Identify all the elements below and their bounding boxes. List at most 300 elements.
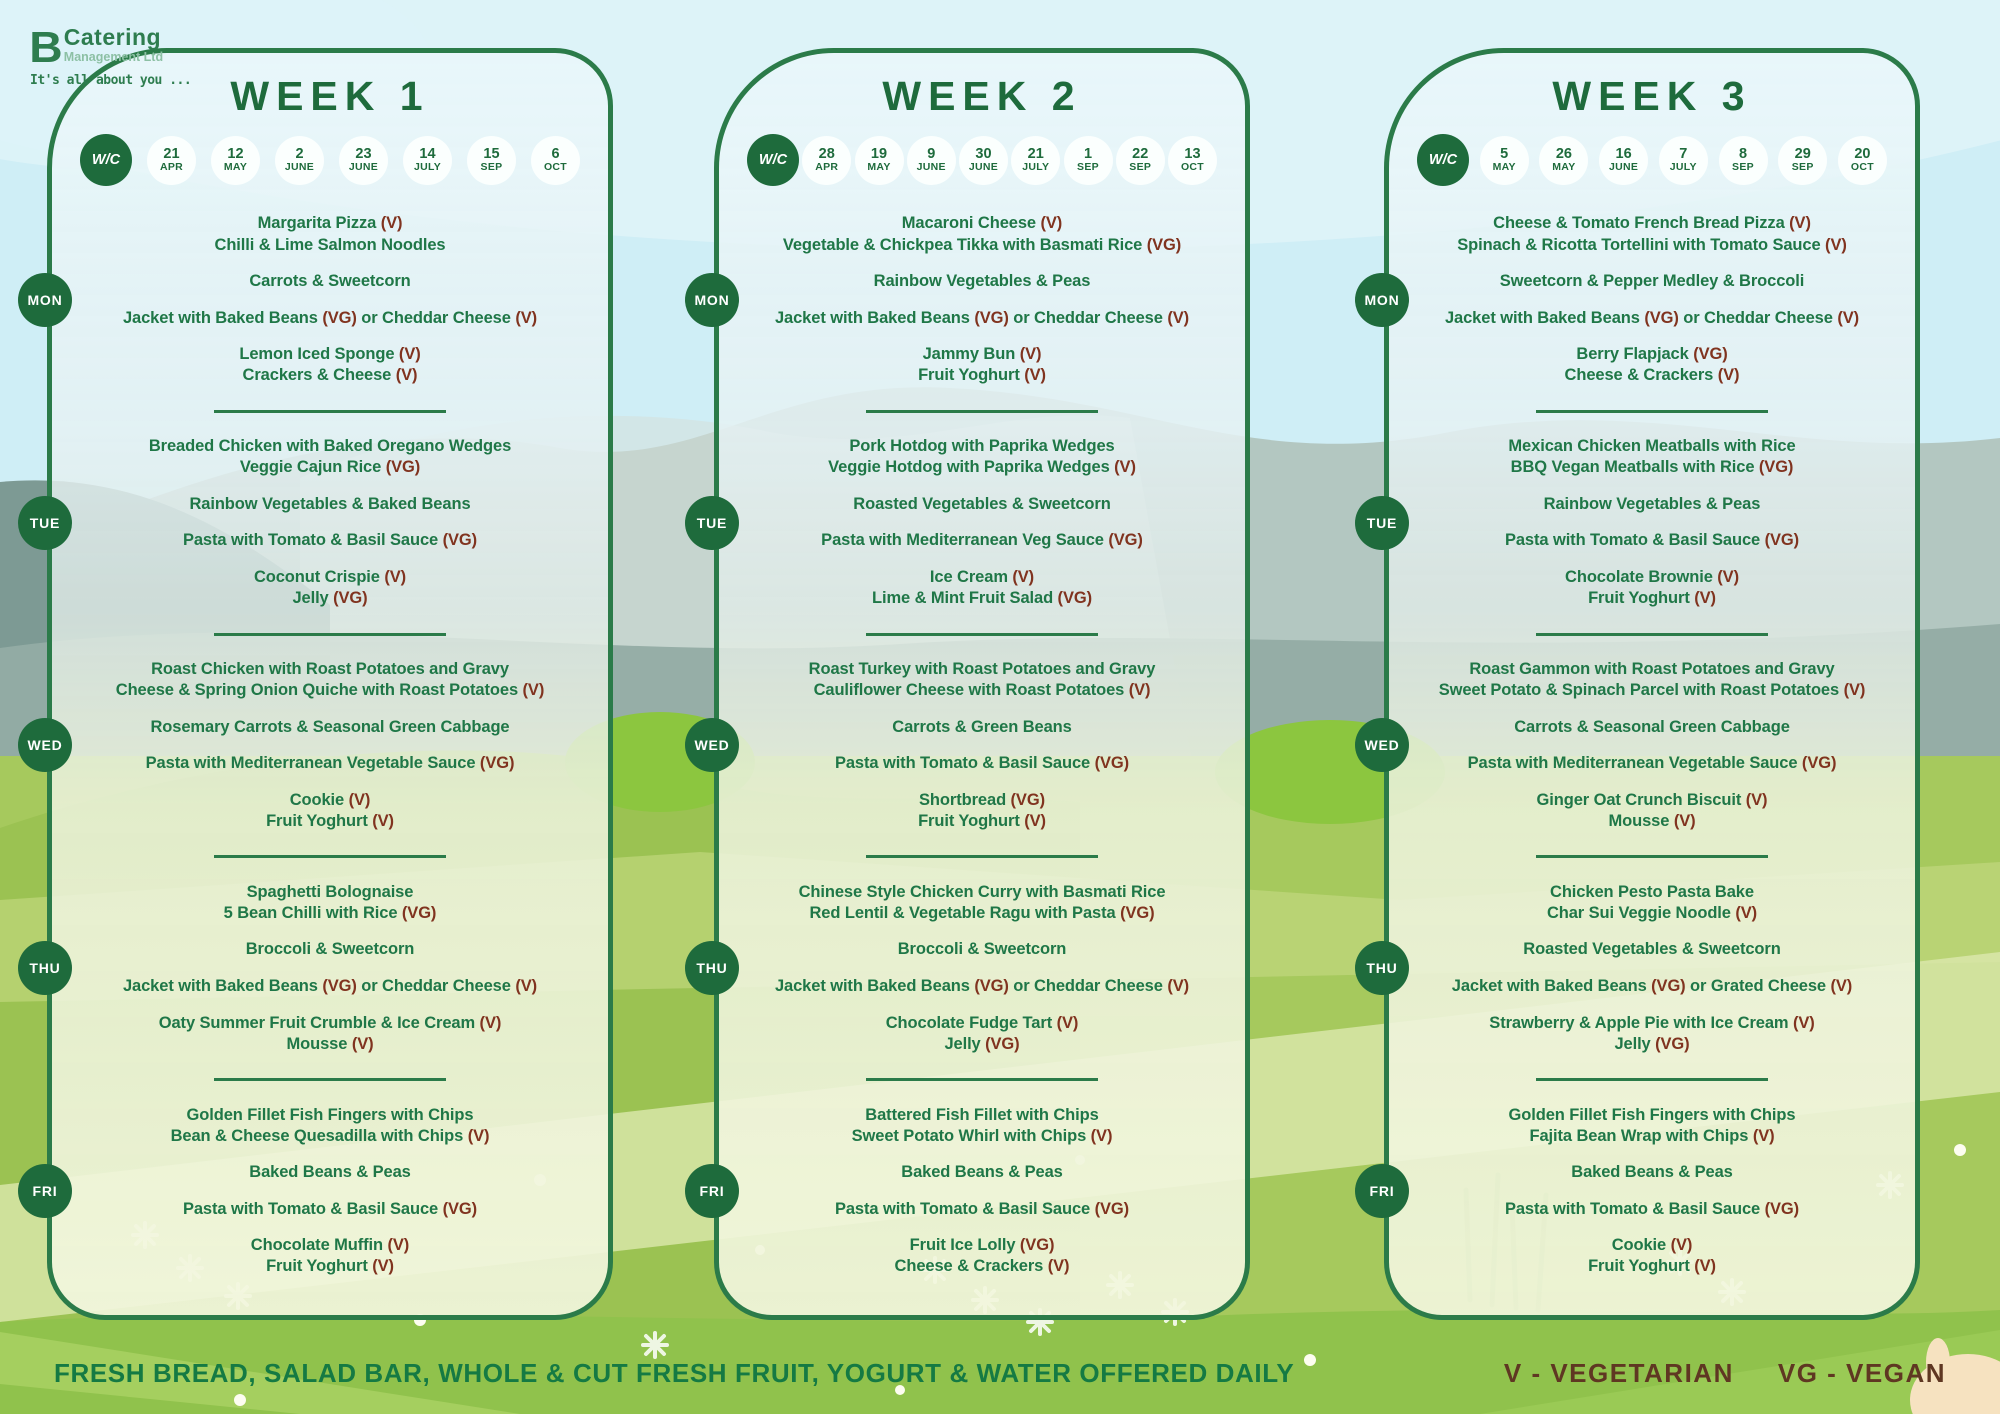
menu-item-line: BBQ Vegan Meatballs with Rice (VG) — [1510, 458, 1794, 477]
date-day: 21 — [163, 145, 180, 162]
diet-tag: (V) — [398, 345, 421, 364]
menu-item-line: Jacket with Baked Beans (VG) or Cheddar Cheese (V) — [774, 976, 1190, 995]
course — [1407, 882, 1897, 924]
menu-item-line: Roasted Vegetables & Sweetcorn — [853, 494, 1111, 513]
day-divider — [866, 410, 1098, 413]
menu-item-line: Lime & Mint Fruit Salad (VG) — [872, 589, 1092, 608]
date-month: OCT — [1850, 161, 1874, 174]
day-divider — [214, 1078, 446, 1081]
day-block-fri — [1369, 1083, 1905, 1299]
date-day: 16 — [1615, 145, 1632, 162]
date-day: 14 — [419, 145, 436, 162]
menu-item-line: Pork Hotdog with Paprika Wedges — [849, 437, 1115, 456]
date-badge — [1539, 136, 1588, 185]
day-block-wed — [694, 638, 1235, 854]
menu-item-line: Spinach & Ricotta Tortellini with Tomato Sauce (V) — [1457, 235, 1847, 254]
logo-subtitle: Management Ltd — [63, 50, 164, 64]
day-badge-fri: FRI — [18, 1164, 72, 1218]
date-badge — [1719, 136, 1768, 185]
menu-item-line: Char Sui Veggie Noodle (V) — [1546, 903, 1758, 922]
menu-item-line: Pasta with Mediterranean Vegetable Sauce (VG) — [1467, 754, 1837, 773]
week-panel — [1364, 48, 1920, 1320]
date-month: JUNE — [1609, 161, 1639, 174]
course — [70, 308, 590, 329]
day-badge-fri: FRI — [1355, 1164, 1409, 1218]
course — [70, 494, 590, 515]
menu-item-line: Macaroni Cheese (V) — [901, 214, 1063, 233]
date-badge — [467, 136, 516, 185]
diet-tag: (V) — [351, 1034, 374, 1053]
date-badge — [1778, 136, 1827, 185]
day-badge-tue: TUE — [1355, 496, 1409, 550]
diet-tag: (V) — [1837, 308, 1860, 327]
menu-item-line: Fruit Yoghurt (V) — [918, 366, 1046, 385]
diet-tag: (V) — [395, 366, 418, 385]
course — [1407, 213, 1897, 255]
diet-tag: (V) — [1752, 1126, 1775, 1145]
date-month: APR — [159, 161, 184, 174]
date-day: 13 — [1184, 145, 1201, 162]
diet-tag: (VG) — [1644, 308, 1679, 327]
menu-item-line: Fruit Ice Lolly (VG) — [909, 1236, 1055, 1255]
day-divider — [866, 633, 1098, 636]
day-badge-wed: WED — [1355, 718, 1409, 772]
menu-item-line: Chocolate Fudge Tart (V) — [885, 1013, 1079, 1032]
menu-item-line: Carrots & Seasonal Green Cabbage — [1514, 717, 1790, 736]
course — [70, 436, 590, 478]
date-day: 19 — [870, 145, 888, 162]
diet-tag: (V) — [1745, 790, 1768, 809]
day-block-tue — [696, 415, 1235, 631]
diet-tag: (V) — [372, 811, 394, 830]
course — [1407, 494, 1897, 515]
menu-item-line: Carrots & Sweetcorn — [249, 272, 411, 291]
diet-tag: (V) — [1024, 811, 1046, 830]
week-dates-row — [1399, 134, 1905, 186]
course — [70, 1013, 590, 1055]
date-month: MAY — [223, 161, 248, 174]
daily-offer-note: FRESH BREAD, SALAD BAR, WHOLE & CUT FRESH FRUIT, YOGURT & WATER OFFERED DAILY — [54, 1358, 1295, 1388]
course — [1407, 567, 1897, 609]
diet-tag: (VG) — [1764, 531, 1800, 550]
menu-item-line: Jacket with Baked Beans (VG) or Cheddar Cheese (V) — [774, 308, 1190, 327]
wc-badge: W/C — [80, 134, 132, 186]
day-divider — [1536, 633, 1768, 636]
menu-item-line: Cookie (V) — [289, 790, 371, 809]
menu-item-line: Rainbow Vegetables & Baked Beans — [189, 494, 471, 513]
date-badge — [1480, 136, 1529, 185]
menu-item-line: Sweetcorn & Pepper Medley & Broccoli — [1499, 272, 1805, 291]
diet-tag: (VG) — [385, 458, 421, 477]
course — [1407, 1199, 1897, 1220]
day-block-wed — [27, 638, 598, 854]
diet-tag: (VG) — [1120, 903, 1155, 922]
day-divider — [1536, 1078, 1768, 1081]
week-days — [694, 192, 1235, 1299]
date-day: 1 — [1083, 145, 1093, 162]
course — [1407, 436, 1897, 478]
menu-item-line: Shortbread (VG) — [919, 790, 1045, 809]
date-badge — [959, 136, 1008, 185]
day-badge-wed: WED — [18, 718, 72, 772]
menu-item-line: Fruit Yoghurt (V) — [266, 811, 394, 830]
menu-item-line: Fruit Yoghurt (V) — [1588, 589, 1716, 608]
day-divider — [866, 855, 1098, 858]
date-month: MAY — [1492, 161, 1516, 174]
menu-item-line: Mousse (V) — [286, 1034, 374, 1053]
date-day: 29 — [1794, 145, 1811, 162]
menu-item-line: Chocolate Muffin (V) — [250, 1236, 410, 1255]
diet-tag: (VG) — [1094, 1199, 1130, 1218]
course — [70, 1235, 590, 1277]
date-day: 30 — [975, 145, 992, 162]
menu-item-line: Rainbow Vegetables & Peas — [1543, 494, 1761, 513]
diet-tag: (VG) — [1758, 458, 1794, 477]
diet-tag: (V) — [384, 567, 407, 586]
diet-tag: (V) — [387, 1236, 410, 1255]
menu-item-line: Golden Fillet Fish Fingers with Chips — [1508, 1105, 1796, 1124]
date-month: SEP — [1077, 161, 1099, 174]
date-badge — [1168, 136, 1217, 185]
date-month: MAY — [867, 161, 891, 174]
course — [70, 530, 590, 551]
menu-item-line: Carrots & Green Beans — [892, 717, 1072, 736]
menu-item-line: Pasta with Mediterranean Vegetable Sauce (VG) — [145, 754, 515, 773]
day-block-fri — [699, 1083, 1235, 1299]
date-day: 26 — [1555, 145, 1572, 162]
date-badge — [403, 136, 452, 185]
menu-item-line: Bean & Cheese Quesadilla with Chips (V) — [170, 1126, 490, 1145]
course — [1407, 790, 1897, 832]
diet-tag: (VG) — [974, 976, 1009, 995]
diet-tag: (V) — [1670, 1236, 1693, 1255]
menu-item-line: Baked Beans & Peas — [901, 1163, 1063, 1182]
week-panel-inner — [694, 53, 1245, 1315]
menu-item-line: Jelly (VG) — [292, 589, 368, 608]
course — [70, 976, 590, 997]
date-month: SEP — [1732, 161, 1754, 174]
diet-tag: (V) — [1167, 308, 1190, 327]
date-badge — [275, 136, 324, 185]
course — [1407, 1235, 1897, 1277]
course — [1407, 271, 1897, 292]
menu-item-line: Roast Turkey with Roast Potatoes and Gravy — [808, 660, 1156, 679]
diet-tag: (VG) — [442, 1199, 478, 1218]
menu-item-line: Roasted Vegetables & Sweetcorn — [1523, 940, 1781, 959]
menu-item-line: Roast Gammon with Roast Potatoes and Gravy — [1469, 660, 1835, 679]
date-month: JUNE — [916, 161, 946, 174]
menu-item-line: Strawberry & Apple Pie with Ice Cream (V) — [1489, 1013, 1815, 1032]
menu-item-line: Ginger Oat Crunch Biscuit (V) — [1536, 790, 1768, 809]
day-divider — [1536, 410, 1768, 413]
diet-tag: (V) — [348, 790, 371, 809]
course — [737, 1105, 1227, 1147]
day-block-thu — [29, 860, 598, 1076]
date-badge — [211, 136, 260, 185]
date-day: 21 — [1027, 145, 1044, 162]
diet-tag: (VG) — [401, 903, 437, 922]
menu-item-line: Broccoli & Sweetcorn — [897, 940, 1067, 959]
menu-item-line: Fruit Yoghurt (V) — [1588, 1257, 1716, 1276]
course — [737, 717, 1227, 738]
course — [70, 753, 590, 774]
date-badge — [147, 136, 196, 185]
date-day: 6 — [551, 145, 560, 162]
day-block-fri — [32, 1083, 598, 1299]
date-day: 8 — [1738, 145, 1748, 162]
date-day: 22 — [1132, 145, 1149, 162]
date-badge — [1659, 136, 1708, 185]
course — [70, 659, 590, 701]
menu-item-line: Cheese & Tomato French Bread Pizza (V) — [1493, 214, 1811, 233]
day-divider — [1536, 855, 1768, 858]
menu-item-line: Berry Flapjack (VG) — [1576, 345, 1728, 364]
diet-tag: (VG) — [1651, 976, 1686, 995]
day-badge-mon: MON — [685, 273, 739, 327]
day-badge-thu: THU — [1355, 941, 1409, 995]
menu-item-line: Battered Fish Fillet with Chips — [865, 1105, 1099, 1124]
menu-item-line: Cauliflower Cheese with Roast Potatoes (V) — [813, 681, 1151, 700]
date-day: 15 — [483, 145, 500, 162]
week-title: WEEK 3 — [1552, 73, 1752, 119]
diet-tag: (V) — [515, 976, 538, 995]
diet-tag: (V) — [522, 681, 545, 700]
menu-item-line: Roast Chicken with Roast Potatoes and Gravy — [151, 660, 509, 679]
diet-tag: (V) — [1789, 214, 1811, 233]
diet-tag: (VG) — [1094, 754, 1130, 773]
date-month: SEP — [1129, 161, 1152, 174]
diet-tag: (VG) — [1057, 589, 1092, 608]
diet-tag: (V) — [1825, 235, 1847, 254]
course — [1407, 1162, 1897, 1183]
diet-legend — [1504, 1358, 1946, 1389]
menu-item-line: Mexican Chicken Meatballs with Rice — [1508, 437, 1796, 456]
day-badge-fri: FRI — [685, 1164, 739, 1218]
diet-tag: (V) — [515, 308, 538, 327]
course — [1407, 308, 1897, 329]
diet-tag: (V) — [467, 1126, 490, 1145]
diet-tag: (V) — [1717, 366, 1740, 385]
day-block-wed — [1364, 638, 1905, 854]
course — [1407, 344, 1897, 386]
legend-vegan: VG - VEGAN — [1777, 1358, 1946, 1388]
date-month: JUNE — [348, 161, 379, 174]
day-badge-tue: TUE — [18, 496, 72, 550]
course — [70, 1105, 590, 1147]
diet-tag: (V) — [1673, 811, 1696, 830]
course — [70, 213, 590, 255]
menu-item-line: Pasta with Tomato & Basil Sauce (VG) — [182, 1199, 478, 1218]
menu-item-line: Cheese & Crackers (V) — [894, 1257, 1070, 1276]
menu-item-line: Rosemary Carrots & Seasonal Green Cabbage — [150, 717, 510, 736]
course — [737, 567, 1227, 609]
day-block-mon — [27, 192, 598, 408]
date-badge — [855, 136, 904, 185]
course — [70, 1199, 590, 1220]
date-badge — [1011, 136, 1060, 185]
wc-badge: W/C — [1417, 134, 1469, 186]
date-badge — [531, 136, 580, 185]
week-panel-inner — [27, 50, 608, 1315]
menu-item-line: Golden Fillet Fish Fingers with Chips — [186, 1105, 474, 1124]
diet-tag: (VG) — [322, 308, 357, 327]
menu-item-line: Vegetable & Chickpea Tikka with Basmati Rice (VG) — [782, 235, 1182, 254]
diet-tag: (V) — [372, 1257, 394, 1276]
menu-item-line: Chilli & Lime Salmon Noodles — [214, 235, 446, 254]
menu-item-line: Cheese & Crackers (V) — [1564, 366, 1740, 385]
logo — [29, 23, 192, 88]
day-badge-tue: TUE — [685, 496, 739, 550]
menu-item-line: Jelly (VG) — [1614, 1034, 1690, 1053]
course — [737, 344, 1227, 386]
diet-tag: (V) — [1019, 345, 1042, 364]
course — [737, 213, 1227, 255]
week-panel — [694, 48, 1250, 1320]
logo-mark-icon: B — [29, 23, 63, 72]
menu-item-line: Jelly (VG) — [944, 1034, 1020, 1053]
course — [1407, 753, 1897, 774]
date-day: 2 — [295, 145, 304, 162]
menu-item-line: Jacket with Baked Beans (VG) or Grated Cheese (V) — [1451, 976, 1853, 995]
diet-tag: (VG) — [1019, 1236, 1055, 1255]
date-day: 9 — [927, 145, 936, 162]
course — [737, 1013, 1227, 1055]
diet-tag: (V) — [1830, 976, 1853, 995]
course — [737, 976, 1227, 997]
week-days — [1364, 192, 1905, 1299]
course — [70, 567, 590, 609]
diet-tag: (V) — [1793, 1013, 1815, 1032]
diet-tag: (V) — [1843, 681, 1866, 700]
menu-item-line: Chinese Style Chicken Curry with Basmati Rice — [798, 882, 1166, 901]
menu-item-line: Spaghetti Bolognaise — [246, 882, 414, 901]
menu-item-line: Pasta with Tomato & Basil Sauce (VG) — [182, 531, 478, 550]
diet-tag: (VG) — [1764, 1199, 1800, 1218]
footer — [0, 1358, 2000, 1389]
week-title: WEEK 1 — [230, 73, 430, 119]
menu-item-line: Pasta with Tomato & Basil Sauce (VG) — [834, 754, 1130, 773]
date-month: JULY — [1669, 161, 1697, 174]
day-block-mon — [1364, 192, 1905, 408]
week-title: WEEK 2 — [882, 73, 1082, 119]
date-month: MAY — [1552, 161, 1576, 174]
date-day: 23 — [355, 145, 372, 162]
day-badge-mon: MON — [18, 273, 72, 327]
menu-item-line: Pasta with Mediterranean Veg Sauce (VG) — [821, 531, 1143, 550]
diet-tag: (VG) — [1693, 345, 1728, 364]
diet-tag: (V) — [1717, 567, 1739, 586]
week-dates-row — [729, 134, 1235, 186]
course — [737, 436, 1227, 478]
diet-tag: (V) — [1024, 366, 1046, 385]
diet-tag: (V) — [1012, 567, 1035, 586]
diet-tag: (V) — [1735, 903, 1758, 922]
menu-item-line: Cookie (V) — [1611, 1236, 1693, 1255]
menu-item-line: Mousse (V) — [1608, 811, 1696, 830]
date-month: APR — [815, 161, 839, 174]
date-month: JULY — [1022, 161, 1050, 174]
diet-tag: (V) — [380, 214, 403, 233]
day-block-thu — [1366, 860, 1905, 1076]
week-panel-inner — [1364, 53, 1915, 1315]
diet-tag: (VG) — [1146, 235, 1182, 254]
course — [737, 1235, 1227, 1277]
menu-item-line: Red Lentil & Vegetable Ragu with Pasta (VG) — [809, 903, 1155, 922]
diet-tag: (VG) — [1801, 754, 1837, 773]
day-block-tue — [1366, 415, 1905, 631]
date-month: SEP — [1791, 161, 1814, 174]
menu-item-line: Veggie Hotdog with Paprika Wedges (V) — [828, 458, 1136, 477]
date-badge — [1116, 136, 1165, 185]
day-badge-wed: WED — [685, 718, 739, 772]
diet-tag: (V) — [479, 1013, 502, 1032]
menu-item-line: Fruit Yoghurt (V) — [918, 811, 1046, 830]
diet-tag: (VG) — [985, 1034, 1020, 1053]
menu-item-line: Pasta with Tomato & Basil Sauce (VG) — [834, 1199, 1130, 1218]
date-day: 5 — [1500, 145, 1509, 162]
course — [70, 344, 590, 386]
wc-badge: W/C — [747, 134, 799, 186]
logo-tagline: It's all about you ... — [30, 73, 192, 88]
course — [70, 939, 590, 960]
course — [737, 1162, 1227, 1183]
course — [737, 308, 1227, 329]
date-month: OCT — [543, 161, 568, 174]
week-days — [27, 192, 598, 1299]
diet-tag: (V) — [1056, 1013, 1079, 1032]
menu-item-line: Rainbow Vegetables & Peas — [873, 272, 1091, 291]
course — [70, 717, 590, 738]
diet-tag: (VG) — [1010, 790, 1045, 809]
date-badge — [1838, 136, 1887, 185]
course — [737, 530, 1227, 551]
diet-tag: (V) — [1694, 1257, 1716, 1276]
day-badge-mon: MON — [1355, 273, 1409, 327]
diet-tag: (VG) — [1655, 1034, 1690, 1053]
diet-tag: (VG) — [1108, 531, 1143, 550]
menu-item-line: Sweet Potato Whirl with Chips (V) — [851, 1126, 1113, 1145]
menu-item-line: Pasta with Tomato & Basil Sauce (VG) — [1504, 531, 1800, 550]
date-badge — [339, 136, 388, 185]
menu-item-line: Broccoli & Sweetcorn — [245, 940, 415, 959]
course — [70, 271, 590, 292]
day-divider — [866, 1078, 1098, 1081]
diet-tag: (VG) — [479, 754, 515, 773]
course — [1407, 659, 1897, 701]
menu-item-line: Cheese & Spring Onion Quiche with Roast Potatoes (V) — [115, 681, 545, 700]
course — [737, 882, 1227, 924]
menu-item-line: Baked Beans & Peas — [1571, 1163, 1733, 1182]
course — [1407, 530, 1897, 551]
menu-item-line: Jacket with Baked Beans (VG) or Cheddar Cheese (V) — [122, 308, 538, 327]
course — [737, 659, 1227, 701]
course — [1407, 717, 1897, 738]
course — [737, 494, 1227, 515]
menu-item-line: Fruit Yoghurt (V) — [266, 1257, 394, 1276]
date-day: 20 — [1854, 145, 1871, 162]
diet-tag: (V) — [1090, 1126, 1113, 1145]
diet-tag: (V) — [1114, 458, 1136, 477]
day-block-tue — [29, 415, 598, 631]
day-block-thu — [696, 860, 1235, 1076]
menu-item-line: Jacket with Baked Beans (VG) or Cheddar Cheese (V) — [1444, 308, 1860, 327]
day-badge-thu: THU — [685, 941, 739, 995]
day-divider — [214, 855, 446, 858]
menu-item-line: Jacket with Baked Beans (VG) or Cheddar Cheese (V) — [122, 976, 538, 995]
date-day: 7 — [1679, 145, 1688, 162]
date-month: OCT — [1180, 161, 1205, 174]
date-badge — [1599, 136, 1648, 185]
